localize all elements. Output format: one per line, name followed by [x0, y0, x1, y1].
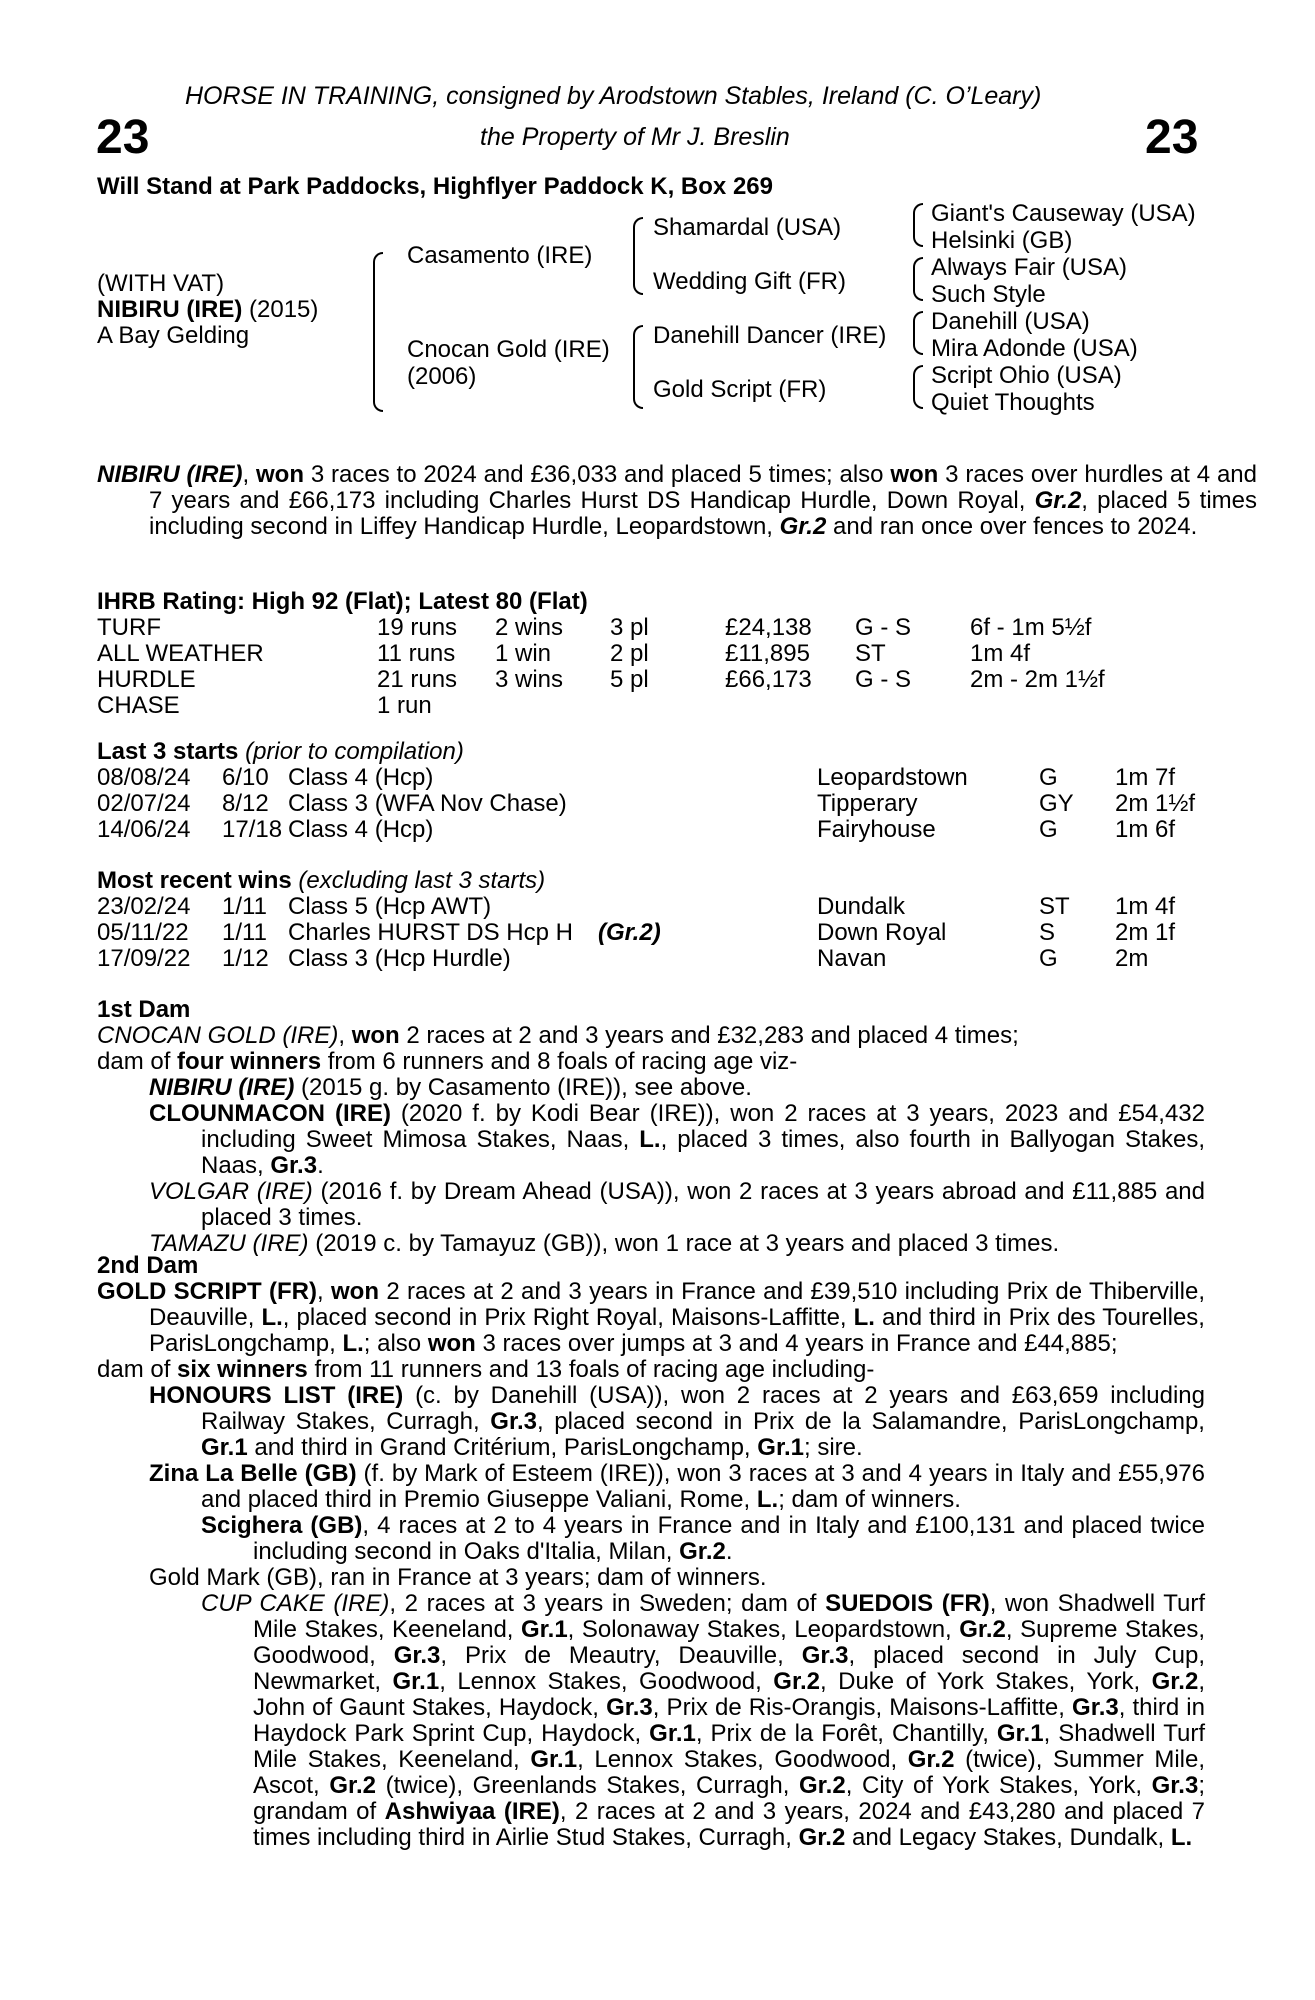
brace-g3	[913, 311, 923, 355]
grade-badge: Gr.2	[329, 1772, 377, 1799]
rating-cell: 3 pl	[610, 614, 649, 641]
period: .	[317, 1152, 324, 1179]
recent-cell: Navan	[817, 945, 887, 972]
cup-text: , Lennox Stakes, Goodwood,	[577, 1746, 908, 1773]
last3-cell: Fairyhouse	[817, 816, 936, 843]
last3-cell: Leopardstown	[817, 764, 968, 791]
grade-badge: Gr.2	[679, 1538, 726, 1565]
cup-text: , John of Gaunt Stakes, Haydock,	[253, 1668, 1205, 1721]
recent-cell: 1/11	[222, 919, 267, 946]
summary-won-2: won	[890, 461, 939, 488]
dam1-won: won	[351, 1022, 400, 1049]
ancestor-7: Script Ohio (USA)	[931, 362, 1122, 389]
sire-dam: Wedding Gift (FR)	[653, 268, 846, 295]
ancestor-6: Mira Adonde (USA)	[931, 335, 1138, 362]
summary-grade-1: Gr.2	[1034, 487, 1082, 514]
horse-description: A Bay Gelding	[97, 322, 250, 349]
rating-cell: 2m - 2m 1½f	[970, 666, 1105, 693]
period: .	[725, 1538, 733, 1565]
last3-cell: 02/07/24	[97, 790, 191, 817]
produce-honours-text-2: , placed second in Prix de la Salamandre, ParisLongchamp,	[537, 1408, 1205, 1435]
comma: ,	[316, 1278, 331, 1305]
listed-badge: L.	[261, 1304, 283, 1331]
produce-zina	[97, 1461, 1205, 1513]
recent-cell: (Gr.2)	[598, 919, 661, 946]
listed-badge: L.	[853, 1304, 875, 1331]
dam2-won-2: won	[427, 1330, 476, 1357]
produce-tamazu-text: (2019 c. by Tamayuz (GB)), won 1 race at 3 years and placed 3 times.	[308, 1230, 1060, 1257]
rating-cell: G - S	[855, 614, 912, 641]
last3-cell: Class 3 (WFA Nov Chase)	[288, 790, 567, 817]
produce-cup-cake	[97, 1591, 1205, 1851]
last3-heading	[97, 739, 464, 765]
grade-badge: Gr.2	[773, 1668, 820, 1695]
summary-text-2: 3 races over hurdles at 4 and 7 years and £66,173 including Charles Hurst DS Handicap Hurdle, Down Royal,	[149, 461, 1257, 514]
ancestor-3: Always Fair (USA)	[931, 254, 1128, 281]
brace-g2	[913, 257, 923, 301]
recent-cell: 23/02/24	[97, 893, 191, 920]
dam: Cnocan Gold (IRE)	[407, 336, 610, 363]
brace-g4	[913, 365, 923, 409]
grade-badge: Gr.3	[1072, 1694, 1119, 1721]
produce-scighera-name: Scighera (GB)	[201, 1512, 363, 1539]
ancestor-5: Danehill (USA)	[931, 308, 1090, 335]
cup-text: , City of York Stakes, York,	[845, 1772, 1152, 1799]
grade-badge: Gr.2	[907, 1746, 955, 1773]
produce-nibiru-text: (2015 g. by Casamento (IRE)), see above.	[294, 1074, 752, 1101]
grade-badge: Gr.1	[530, 1746, 578, 1773]
dam2-title: 2nd Dam	[97, 1252, 199, 1279]
recent-cell: Charles HURST DS Hcp H	[288, 919, 573, 946]
produce-volgar	[97, 1179, 1205, 1231]
grade-badge: Gr.3	[801, 1642, 849, 1669]
rating-cell: 2 pl	[610, 640, 649, 667]
brace-g1	[913, 203, 923, 247]
grade-badge: Gr.2	[1151, 1668, 1199, 1695]
recent-cell: G	[1039, 945, 1058, 972]
consignor-line: HORSE IN TRAINING, consigned by Arodstown Stables, Ireland (C. O’Leary)	[185, 82, 1042, 110]
produce-zina-name: Zina La Belle (GB)	[149, 1460, 357, 1487]
rating-cell: £66,173	[725, 666, 812, 693]
recent-cell: Class 3 (Hcp Hurdle)	[288, 945, 511, 972]
last3-cell: 6/10	[222, 764, 269, 791]
last3-title: Last 3 starts	[97, 738, 239, 765]
dam2-text-3: and third in Prix des Tourelles, ParisLongchamp,	[149, 1304, 1205, 1357]
dam-sire: Danehill Dancer (IRE)	[653, 322, 887, 349]
grade-badge: Gr.2	[799, 1772, 846, 1799]
rating-title: IHRB Rating: High 92 (Flat); Latest 80 (Flat)	[97, 588, 588, 615]
last3-cell: 8/12	[222, 790, 269, 817]
vat-label: (WITH VAT)	[97, 270, 225, 297]
recent-cell: Down Royal	[817, 919, 947, 946]
rating-cell: CHASE	[97, 692, 180, 719]
dam2-won: won	[330, 1278, 379, 1305]
listed-badge: L.	[639, 1126, 661, 1153]
cup-text: , placed second in July Cup, Newmarket,	[253, 1642, 1205, 1695]
cup-text: , 2 races at 3 years in Sweden; dam of	[389, 1590, 826, 1617]
last3-cell: 1m 7f	[1115, 764, 1176, 791]
rating-cell: 5 pl	[610, 666, 649, 693]
cup-text: , Shadwell Turf Mile Stakes, Keeneland,	[253, 1720, 1205, 1773]
cup-text: , Prix de Ris-Orangis, Maisons-Laffitte,	[652, 1694, 1073, 1721]
recent-cell: 1m 4f	[1115, 893, 1176, 920]
grade-badge: Gr.2	[798, 1824, 846, 1851]
recent-cell: Class 5 (Hcp AWT)	[288, 893, 492, 920]
dam-year: (2006)	[407, 363, 477, 390]
last3-cell: Class 4 (Hcp)	[288, 816, 434, 843]
race-summary: NIBIRU (IRE), won 3 races to 2024 and £36,033 and placed 5 times; also won 3 races over hurdles at 4 and 7 years and £66,173 including Charles Hurst DS Handicap Hurdle, Down Royal, Gr.2, placed 5 times including second in Liffey Handicap Hurdle, Leopardstown, Gr.2 and ran once over fences to 2024.	[97, 461, 1257, 540]
grade-badge: Gr.3	[490, 1408, 537, 1435]
rating-cell: 19 runs	[377, 614, 458, 641]
summary-text-3: , placed 5 times including second in Liffey Handicap Hurdle, Leopardstown,	[149, 487, 1257, 540]
produce-honours-name: HONOURS LIST (IRE)	[149, 1382, 404, 1409]
produce-honours-list	[97, 1383, 1205, 1461]
produce-clounmacon-text-2: , placed 3 times, also fourth in Ballyogan Stakes, Naas,	[201, 1126, 1205, 1179]
dam2-text-5: 3 races over jumps at 3 and 4 years in France and £44,885;	[475, 1330, 1118, 1357]
rating-cell: 11 runs	[377, 640, 456, 667]
last3-cell: G	[1039, 816, 1058, 843]
produce-honours-text-4: ; sire.	[803, 1434, 863, 1461]
rating-cell: £24,138	[725, 614, 812, 641]
cup-text: , Lennox Stakes, Goodwood,	[439, 1668, 774, 1695]
ancestor-2: Helsinki (GB)	[931, 227, 1073, 254]
cup-text: (twice), Greenlands Stakes, Curragh,	[376, 1772, 799, 1799]
cup-text: (twice), Summer Mile, Ascot,	[253, 1746, 1205, 1799]
produce-tamazu-name: TAMAZU (IRE)	[149, 1230, 309, 1257]
cup-text: , Solonaway Stakes, Leopardstown,	[567, 1616, 960, 1643]
dam1-name: CNOCAN GOLD (IRE)	[97, 1022, 339, 1049]
rating-cell: £11,895	[725, 640, 810, 667]
dam1-section	[97, 1023, 1205, 1257]
cup-text: , won Shadwell Turf Mile Stakes, Keeneland,	[253, 1590, 1206, 1643]
dam2-text-2: , placed second in Prix Right Royal, Maisons-Laffitte,	[282, 1304, 854, 1331]
last3-cell: 08/08/24	[97, 764, 191, 791]
rating-cell: TURF	[97, 614, 161, 641]
recent-cell: 05/11/22	[97, 919, 189, 946]
dam2-text-4: ; also	[363, 1330, 428, 1357]
rating-cell: 21 runs	[377, 666, 458, 693]
last3-cell: 17/18	[222, 816, 283, 843]
horse-name: NIBIRU (IRE)	[97, 296, 243, 323]
summary-text-4: and ran once over fences to 2024.	[826, 513, 1198, 540]
stand-location: Will Stand at Park Paddocks, Highflyer Paddock K, Box 269	[97, 173, 773, 200]
dam2-damof: dam of	[97, 1356, 178, 1383]
rating-cell: 1 win	[495, 640, 552, 667]
produce-clounmacon-text: (2020 f. by Kodi Bear (IRE)), won 2 races at 3 years, 2023 and £54,432 including Sweet Mimosa Stakes, Naas,	[201, 1100, 1206, 1153]
recent-cell: 1/12	[222, 945, 269, 972]
recent-cell: ST	[1039, 893, 1070, 920]
grade-badge: Gr.1	[649, 1720, 696, 1747]
dam2-text-1: 2 races at 2 and 3 years in France and £39,510 including Prix de Thiberville, Deauville,	[149, 1278, 1205, 1331]
dam1-damof: dam of	[97, 1048, 178, 1075]
horse-year: (2015)	[249, 296, 319, 323]
recent-cell: 1/11	[222, 893, 267, 920]
recent-cell: 17/09/22	[97, 945, 191, 972]
dam1-produce-line	[97, 1049, 1205, 1075]
cup-text: , Prix de la Forêt, Chantilly,	[695, 1720, 997, 1747]
dam1-text-2: from 6 runners and 8 foals of racing age viz-	[321, 1048, 798, 1075]
cup-text: , 2 races at 2 and 3 years, 2024 and £43,280 and placed 7 times including third in Airlie Stud Stakes, Curragh,	[253, 1798, 1206, 1851]
produce-clounmacon	[97, 1101, 1205, 1179]
rating-cell: 2 wins	[495, 614, 564, 641]
grade-badge: Gr.2	[959, 1616, 1006, 1643]
rating-cell: 3 wins	[495, 666, 564, 693]
last3-cell: 1m 6f	[1115, 816, 1176, 843]
dam2-text-6: from 11 runners and 13 foals of racing age including-	[307, 1356, 875, 1383]
rating-cell: 6f - 1m 5½f	[970, 614, 1092, 641]
brace-horse	[373, 252, 383, 412]
produce-zina-text-2: ; dam of winners.	[778, 1486, 961, 1513]
last3-cell: G	[1039, 764, 1058, 791]
grade-badge: Gr.3	[606, 1694, 653, 1721]
rating-cell: ALL WEATHER	[97, 640, 264, 667]
recent-cell: S	[1039, 919, 1056, 946]
dam-dam: Gold Script (FR)	[653, 376, 827, 403]
listed-badge: L.	[756, 1486, 779, 1513]
dam2-produce-line	[97, 1357, 1205, 1383]
last3-cell: 14/06/24	[97, 816, 191, 843]
rating-cell: HURDLE	[97, 666, 196, 693]
dam2-para	[97, 1279, 1205, 1357]
sire: Casamento (IRE)	[407, 242, 593, 269]
recent-cell: 2m	[1115, 945, 1149, 972]
brace-dam	[633, 325, 643, 409]
produce-nibiru-name: NIBIRU (IRE)	[149, 1074, 295, 1101]
grade-badge: Gr.1	[757, 1434, 804, 1461]
sire-sire: Shamardal (USA)	[653, 214, 842, 241]
produce-zina-text-1: (f. by Mark of Esteem (IRE)), won 3 races at 3 and 4 years in Italy and £55,976 and placed third in Premio Giuseppe Valiani, Rome,	[201, 1460, 1205, 1513]
recent-title: Most recent wins	[97, 867, 292, 894]
cup-text: , Prix de Meautry, Deauville,	[440, 1642, 802, 1669]
produce-volgar-text: (2016 f. by Dream Ahead (USA)), won 2 races at 3 years abroad and £11,885 and placed 3 times.	[201, 1178, 1206, 1231]
listed-badge: L.	[1170, 1824, 1193, 1851]
grade-badge: Gr.1	[996, 1720, 1044, 1747]
produce-nibiru	[97, 1075, 1205, 1101]
cup-text: , Duke of York Stakes, York,	[819, 1668, 1152, 1695]
summary-won: won	[256, 461, 304, 488]
cup-text: ; grandam of	[253, 1772, 1205, 1825]
produce-scighera	[97, 1513, 1205, 1565]
brace-sire	[633, 217, 643, 295]
dam2-section	[97, 1253, 1205, 1851]
rating-cell: 1m 4f	[970, 640, 1031, 667]
summary-text-1: 3 races to 2024 and £36,033 and placed 5 times; also	[304, 461, 891, 488]
recent-heading	[97, 868, 545, 894]
rating-cell: G - S	[855, 666, 912, 693]
recent-cell: 2m 1f	[1115, 919, 1176, 946]
produce-honours-text-3: and third in Grand Critérium, ParisLongchamp,	[247, 1434, 758, 1461]
lot-number-right: 23	[1145, 111, 1199, 164]
grade-badge: Gr.3	[393, 1642, 441, 1669]
last3-cell: Class 4 (Hcp)	[288, 764, 434, 791]
cup-text: , Supreme Stakes, Goodwood,	[253, 1616, 1205, 1669]
last3-cell: 2m 1½f	[1115, 790, 1196, 817]
horse-name-line	[97, 297, 318, 323]
produce-volgar-name: VOLGAR (IRE)	[149, 1178, 313, 1205]
dam2-winners: six winners	[177, 1356, 308, 1383]
ashwiyaa-name: Ashwiyaa (IRE)	[384, 1798, 560, 1825]
listed-badge: L.	[342, 1330, 364, 1357]
recent-note: (excluding last 3 starts)	[298, 867, 546, 894]
recent-cell: Dundalk	[817, 893, 906, 920]
lot-number-left: 23	[96, 111, 150, 164]
summary-horse-name: NIBIRU (IRE)	[97, 461, 243, 488]
grade-badge: Gr.1	[520, 1616, 568, 1643]
dam1-winners: four winners	[177, 1048, 322, 1075]
produce-clounmacon-name: CLOUNMACON (IRE)	[149, 1100, 391, 1127]
dam1-para: CNOCAN GOLD (IRE), won 2 races at 2 and 3 years and £32,283 and placed 4 times;	[97, 1022, 1019, 1049]
grade-badge: Gr.1	[201, 1434, 248, 1461]
rating-cell: ST	[855, 640, 886, 667]
produce-scighera-text: , 4 races at 2 to 4 years in France and in Italy and £100,131 and placed twice including second in Oaks d'Italia, Milan,	[253, 1512, 1206, 1565]
ancestor-4: Such Style	[931, 281, 1046, 308]
property-line: the Property of Mr J. Breslin	[480, 123, 790, 151]
last3-note: (prior to compilation)	[245, 738, 464, 765]
grade-badge: Gr.3	[1151, 1772, 1199, 1799]
ancestor-1: Giant's Causeway (USA)	[931, 200, 1196, 227]
dam1-text-1: 2 races at 2 and 3 years and £32,283 and placed 4 times;	[399, 1022, 1019, 1049]
grade-badge: Gr.3	[270, 1152, 318, 1179]
last3-cell: Tipperary	[817, 790, 918, 817]
produce-gold-mark: Gold Mark (GB), ran in France at 3 years; dam of winners.	[149, 1564, 767, 1591]
dam2-name: GOLD SCRIPT (FR)	[97, 1278, 317, 1305]
cup-text: , third in Haydock Park Sprint Cup, Haydock,	[253, 1694, 1205, 1747]
produce-cup-cake-name: CUP CAKE (IRE)	[201, 1590, 390, 1617]
grade-badge: Gr.1	[392, 1668, 440, 1695]
rating-cell: 1 run	[377, 692, 432, 719]
cup-text: and Legacy Stakes, Dundalk,	[845, 1824, 1171, 1851]
last3-cell: GY	[1039, 790, 1074, 817]
summary-grade-2: Gr.2	[779, 513, 827, 540]
produce-honours-text-1: (c. by Danehill (USA)), won 2 races at 2 years and £63,659 including Railway Stakes, Curragh,	[201, 1382, 1206, 1435]
dam1-title: 1st Dam	[97, 996, 191, 1023]
suedois-name: SUEDOIS (FR)	[825, 1590, 990, 1617]
ancestor-8: Quiet Thoughts	[931, 389, 1095, 416]
